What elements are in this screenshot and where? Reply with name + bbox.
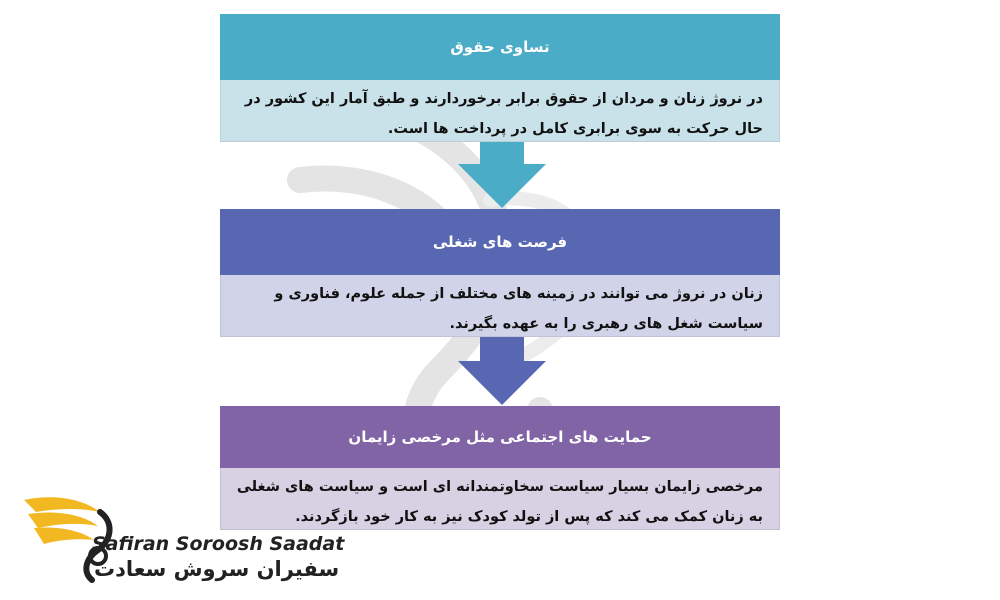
step-3-title-text: حمایت های اجتماعی مثل مرخصی زایمان	[348, 428, 652, 446]
arrow-down-icon	[458, 337, 546, 405]
step-1-description: در نروژ زنان و مردان از حقوق برابر برخوردارند و طبق آمار این کشور در حال حرکت به سوی برابری کامل در پرداخت ها است.	[220, 80, 780, 142]
step-2-description: زنان در نروژ می توانند در زمینه های مختلف از جمله علوم، فناوری و سیاست شغل های رهبری را به عهده بگیرند.	[220, 275, 780, 337]
step-3-title	[220, 406, 780, 468]
brand-name-fa: سفیران سروش سعادت	[94, 557, 340, 581]
step-1-title-text: تساوی حقوق	[450, 38, 550, 56]
step-1-title	[220, 14, 780, 80]
step-2-title-text: فرصت های شغلی	[432, 233, 568, 251]
step-2-title	[220, 209, 780, 275]
step-3-description: مرخصی زایمان بسیار سیاست سخاوتمندانه ای است و سیاست های شغلی به زنان کمک می کند که پس از تولد کودک نیز به کار خود بازگردند.	[220, 468, 780, 530]
arrow-down-icon	[458, 142, 546, 208]
brand-name-en: Safiran Soroosh Saadat	[92, 533, 345, 555]
